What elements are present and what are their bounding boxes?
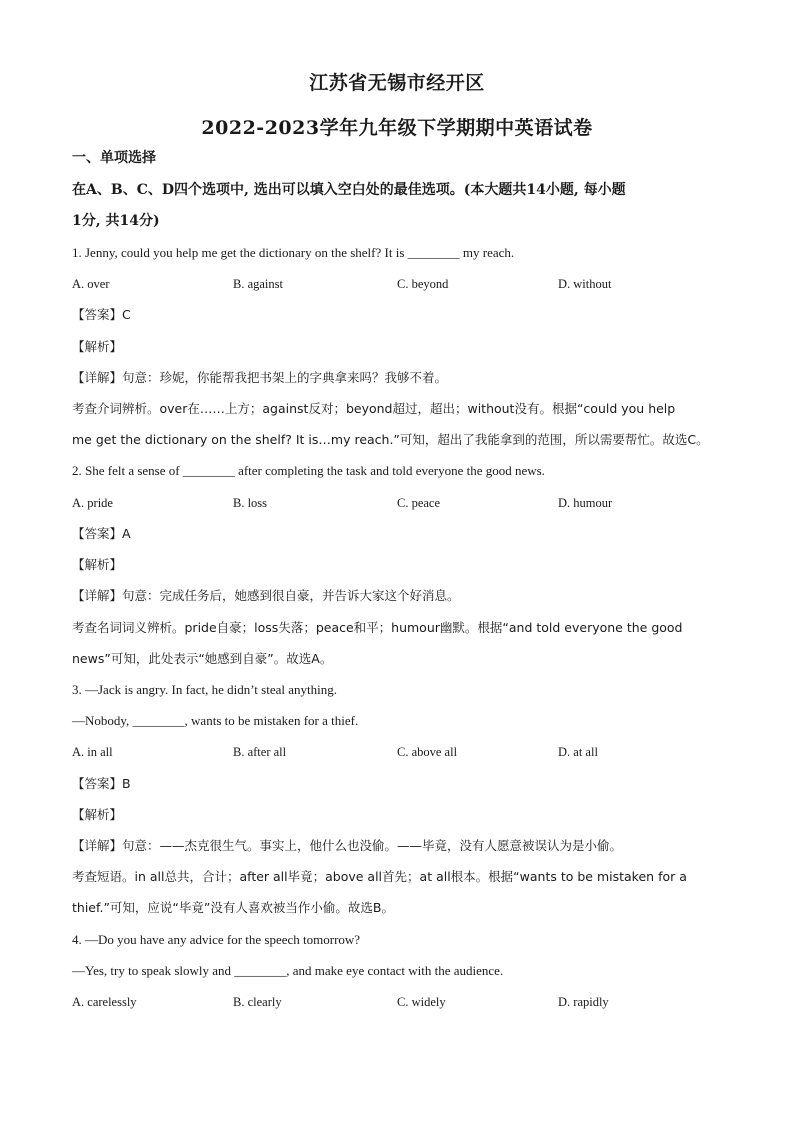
question-1-answer: 【答案】C [72,307,131,322]
question-2-option-b: B. loss [233,496,268,510]
section-instruction-line1: 在A、B、C、D四个选项中, 选出可以填入空白处的最佳选项。(本大题共14小题, 每小题 [72,182,626,198]
question-4-stem-1: 4. —Do you have any advice for the speech tomorrow? [72,932,361,947]
question-3-option-c: C. above all [397,745,458,759]
question-3-analysis-label: 【解析】 [72,807,123,822]
question-3-option-b: B. after all [233,745,287,759]
question-2-stem: 2. She felt a sense of ________ after completing the task and told everyone the good news. [72,463,545,478]
question-1-detail-2: 考查介词辨析。over在……上方；against反对；beyond超过，超出；without没有。根据“could you help [72,401,676,416]
question-4-option-a: A. carelessly [72,995,137,1009]
question-2-analysis-label: 【解析】 [72,557,123,572]
question-2-option-c: C. peace [397,496,441,510]
question-1-option-c: C. beyond [397,277,449,291]
question-3-detail-3: thief.”可知，应说“毕竟”没有人喜欢被当作小偷。故选B。 [72,900,394,915]
question-2-option-a: A. pride [72,496,113,510]
question-3-detail-2: 考查短语。in all总共，合计；after all毕竟；above all首先；at all根本。根据“wants to be mistaken for a [72,869,687,884]
question-3-option-a: A. in all [72,745,113,759]
section-heading: 一、单项选择 [72,150,156,166]
question-2-answer: 【答案】A [72,526,131,541]
question-4-stem-2: —Yes, try to speak slowly and ________, and make eye contact with the audience. [72,963,504,978]
question-1-stem: 1. Jenny, could you help me get the dictionary on the shelf? It is ________ my reach. [72,245,515,260]
question-1-analysis-label: 【解析】 [72,339,123,354]
question-1-option-b: B. against [233,277,283,291]
question-3-detail-1: 【详解】句意：——杰克很生气。事实上，他什么也没偷。——毕竟，没有人愿意被误认为是小偷。 [72,838,623,853]
question-2-detail-3: news”可知，此处表示“她感到自豪”。故选A。 [72,651,333,666]
question-3-stem-2: —Nobody, ________, wants to be mistaken for a thief. [72,713,359,728]
question-3-stem-1: 3. —Jack is angry. In fact, he didn’t steal anything. [72,682,337,697]
section-instruction-line2: 1分, 共14分) [72,213,160,229]
question-1-detail-1: 【详解】句意：珍妮，你能帮我把书架上的字典拿来吗？我够不着。 [72,370,448,385]
question-1-option-d: D. without [558,277,612,291]
question-2-detail-1: 【详解】句意：完成任务后，她感到很自豪，并告诉大家这个好消息。 [72,588,460,603]
question-4-option-d: D. rapidly [558,995,609,1009]
question-3-option-d: D. at all [558,745,598,759]
question-4-option-c: C. widely [397,995,446,1009]
exam-title-line2: 2022-2023学年九年级下学期期中英语试卷 [201,117,593,139]
question-3-answer: 【答案】B [72,776,131,791]
exam-title-line1: 江苏省无锡市经开区 [309,72,485,94]
question-1-detail-3: me get the dictionary on the shelf? It is…my reach.”可知，超出了我能拿到的范围，所以需要帮忙。故选C。 [72,432,709,447]
question-1-option-a: A. over [72,277,110,291]
question-2-detail-2: 考查名词词义辨析。pride自豪；loss失落；peace和平；humour幽默。根据“and told everyone the good [72,620,683,635]
question-4-option-b: B. clearly [233,995,282,1009]
question-2-option-d: D. humour [558,496,613,510]
